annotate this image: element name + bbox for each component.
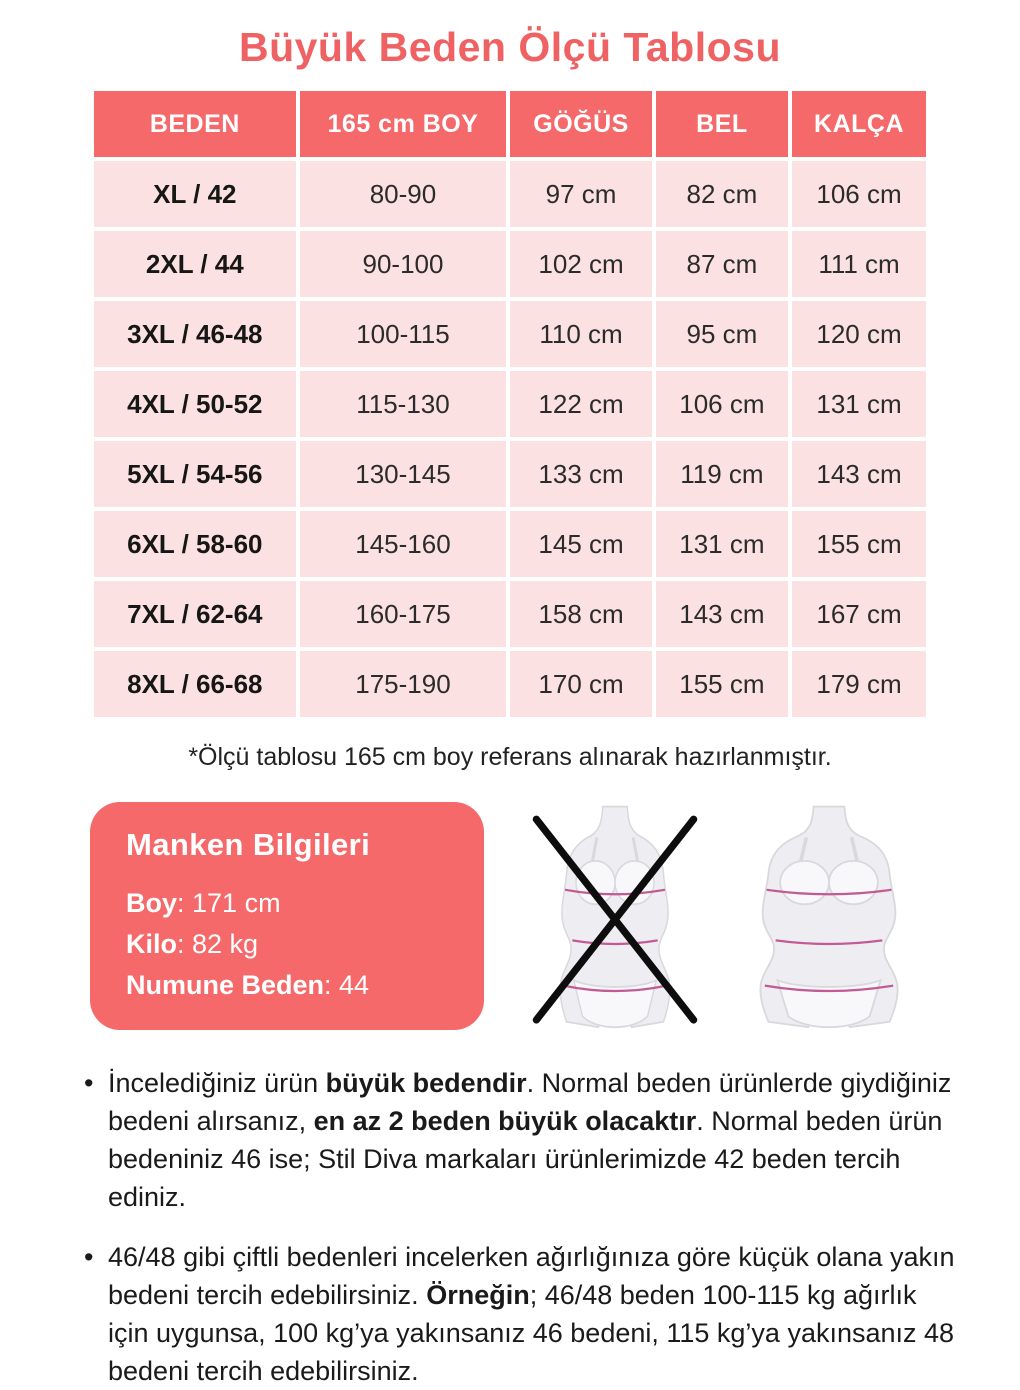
measurement-cell: 90-100	[298, 229, 509, 299]
model-info-card	[90, 802, 484, 1030]
size-label-cell: 7XL / 62-64	[92, 579, 298, 649]
measurement-figures	[516, 802, 932, 1030]
measurement-cell: 130-145	[298, 439, 509, 509]
table-row	[92, 299, 928, 369]
measurement-cell: 170 cm	[508, 649, 653, 719]
measurement-cell: 155 cm	[790, 509, 928, 579]
underwear	[777, 980, 880, 1027]
guidance-note: • 46/48 gibi çiftli bedenleri incelerken ağırlığınıza göre küçük olana yakın bedeni tercih edebilirsiniz. Örneğin; 46/48 beden 100-115 kg ağırlık için uygunsa, 100 kg’ya yakınsanız 46 bedeni, 115 kg’ya yakınsanız 48 bedeni tercih edebilirsiniz.	[60, 1238, 962, 1390]
measurement-cell: 131 cm	[790, 369, 928, 439]
slim-body-icon	[516, 803, 714, 1029]
crossed-slim-figure-illustration	[516, 803, 714, 1029]
measurement-cell: 145 cm	[508, 509, 653, 579]
measurement-cell: 175-190	[298, 649, 509, 719]
model-info-field: Kilo: 82 kg	[126, 929, 259, 959]
measurement-cell: 110 cm	[508, 299, 653, 369]
measurement-cell: 120 cm	[790, 299, 928, 369]
table-row	[92, 509, 928, 579]
plus-size-figure-illustration	[730, 803, 928, 1029]
size-label-cell: 5XL / 54-56	[92, 439, 298, 509]
measurement-cell: 158 cm	[508, 579, 653, 649]
measurement-cell: 97 cm	[508, 159, 653, 229]
measurement-cell: 133 cm	[508, 439, 653, 509]
plus-size-body-icon	[730, 803, 928, 1029]
measurement-cell: 143 cm	[654, 579, 790, 649]
bra-cup	[829, 861, 878, 904]
measurement-cell: 106 cm	[790, 159, 928, 229]
measurement-cell: 100-115	[298, 299, 509, 369]
size-label-cell: 8XL / 66-68	[92, 649, 298, 719]
table-row	[92, 439, 928, 509]
measurement-cell: 143 cm	[790, 439, 928, 509]
size-label-cell: 6XL / 58-60	[92, 509, 298, 579]
measurement-cell: 155 cm	[654, 649, 790, 719]
table-row	[92, 649, 928, 719]
model-info-field: Boy: 171 cm	[126, 888, 281, 918]
underwear	[574, 980, 656, 1027]
column-header: BEDEN	[92, 89, 298, 159]
size-label-cell: 3XL / 46-48	[92, 299, 298, 369]
model-info-field: Numune Beden: 44	[126, 970, 370, 1000]
size-label-cell: 4XL / 50-52	[92, 369, 298, 439]
model-info-title: Manken Bilgileri	[126, 827, 371, 862]
measurement-cell: 87 cm	[654, 229, 790, 299]
measurement-cell: 102 cm	[508, 229, 653, 299]
measurement-cell: 80-90	[298, 159, 509, 229]
table-row	[92, 159, 928, 229]
size-chart-table	[90, 87, 930, 721]
measurement-cell: 106 cm	[654, 369, 790, 439]
size-table-header-row	[92, 89, 928, 159]
bra-cup	[780, 861, 829, 904]
size-label-cell: XL / 42	[92, 159, 298, 229]
size-label-cell: 2XL / 44	[92, 229, 298, 299]
table-row	[92, 579, 928, 649]
column-header: BEL	[654, 89, 790, 159]
measurement-cell: 119 cm	[654, 439, 790, 509]
measurement-cell: 82 cm	[654, 159, 790, 229]
measurement-cell: 122 cm	[508, 369, 653, 439]
column-header: 165 cm BOY	[298, 89, 509, 159]
model-info-fields	[126, 883, 464, 1006]
page-title: Büyük Beden Ölçü Tablosu	[238, 24, 782, 70]
column-header: KALÇA	[790, 89, 928, 159]
measurement-cell: 160-175	[298, 579, 509, 649]
measurement-cell: 111 cm	[790, 229, 928, 299]
measurement-cell: 95 cm	[654, 299, 790, 369]
column-header: GÖĞÜS	[508, 89, 653, 159]
table-row	[92, 229, 928, 299]
model-info-section	[90, 802, 932, 1030]
table-row	[92, 369, 928, 439]
measurement-cell: 115-130	[298, 369, 509, 439]
measurement-cell: 167 cm	[790, 579, 928, 649]
table-reference-note: *Ölçü tablosu 165 cm boy referans alınarak hazırlanmıştır.	[188, 743, 832, 771]
measurement-cell: 131 cm	[654, 509, 790, 579]
measurement-cell: 145-160	[298, 509, 509, 579]
guidance-note: • İncelediğiniz ürün büyük bedendir. Normal beden ürünlerde giydiğiniz bedeni alırsanız, en az 2 beden büyük olacaktır. Normal beden ürün bedeniniz 46 ise; Stil Diva markaları ürünlerimizde 42 beden tercih ediniz.	[60, 1064, 962, 1216]
measurement-cell: 179 cm	[790, 649, 928, 719]
size-guidance-notes	[60, 1064, 962, 1390]
